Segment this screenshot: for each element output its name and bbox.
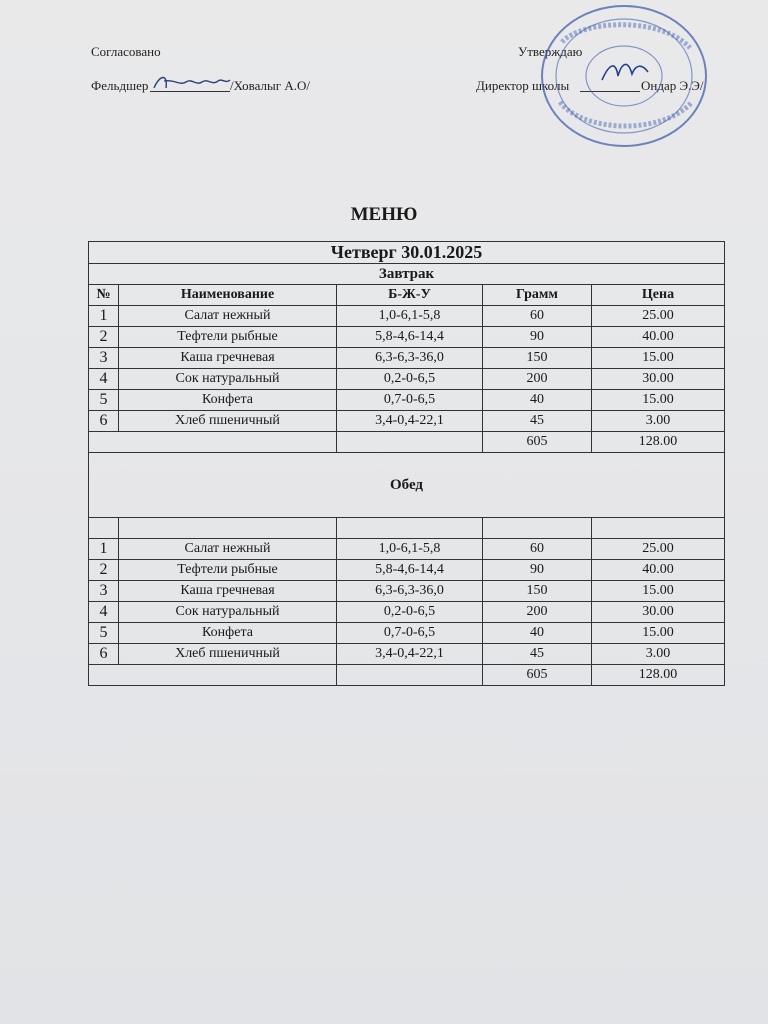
column-number: №: [89, 285, 119, 306]
left-name: /Ховалыг А.О/: [230, 78, 310, 93]
table-row: 6 Хлеб пшеничный 3,4-0,4-22,1 45 3.00: [89, 644, 725, 665]
table-row: 1 Салат нежный 1,0-6,1-5,8 60 25.00: [89, 306, 725, 327]
column-price: Цена: [592, 285, 725, 306]
column-name: Наименование: [119, 285, 337, 306]
breakfast-total-gram: 605: [483, 432, 592, 453]
day-heading: Четверг 30.01.2025: [89, 242, 725, 264]
official-stamp: [532, 2, 710, 152]
table-row: 3 Каша гречневая 6,3-6,3-36,0 150 15.00: [89, 581, 725, 602]
lunch-heading: Обед: [89, 453, 725, 518]
lunch-total-row: [89, 665, 725, 686]
table-row: 2 Тефтели рыбные 5,8-4,6-14,4 90 40.00: [89, 560, 725, 581]
breakfast-total-price: 128.00: [592, 432, 725, 453]
table-row: 4 Сок натуральный 0,2-0-6,5 200 30.00: [89, 369, 725, 390]
table-row: 5 Конфета 0,7-0-6,5 40 15.00: [89, 623, 725, 644]
table-row: 2 Тефтели рыбные 5,8-4,6-14,4 90 40.00: [89, 327, 725, 348]
column-bju: Б-Ж-У: [337, 285, 483, 306]
column-gram: Грамм: [483, 285, 592, 306]
lunch-total-gram: 605: [483, 665, 592, 686]
table-row: 5 Конфета 0,7-0-6,5 40 15.00: [89, 390, 725, 411]
approval-left-label: Согласовано: [91, 44, 161, 59]
lunch-total-price: 128.00: [592, 665, 725, 686]
breakfast-heading: Завтрак: [89, 264, 725, 285]
table-row: 3 Каша гречневая 6,3-6,3-36,0 150 15.00: [89, 348, 725, 369]
table-row: 6 Хлеб пшеничный 3,4-0,4-22,1 45 3.00: [89, 411, 725, 432]
breakfast-total-row: [89, 432, 725, 453]
empty-row: [89, 518, 725, 539]
left-role: Фельдшер: [91, 78, 149, 93]
right-role: Директор школы: [476, 78, 570, 93]
left-signature: [150, 70, 232, 96]
menu-table: [88, 241, 725, 686]
right-name: Ондар Э.Э/: [641, 78, 704, 93]
table-row: 4 Сок натуральный 0,2-0-6,5 200 30.00: [89, 602, 725, 623]
approval-right-label: Утверждаю: [518, 44, 583, 59]
menu-title: МЕНЮ: [350, 204, 418, 225]
table-row: 1 Салат нежный 1,0-6,1-5,8 60 25.00: [89, 539, 725, 560]
